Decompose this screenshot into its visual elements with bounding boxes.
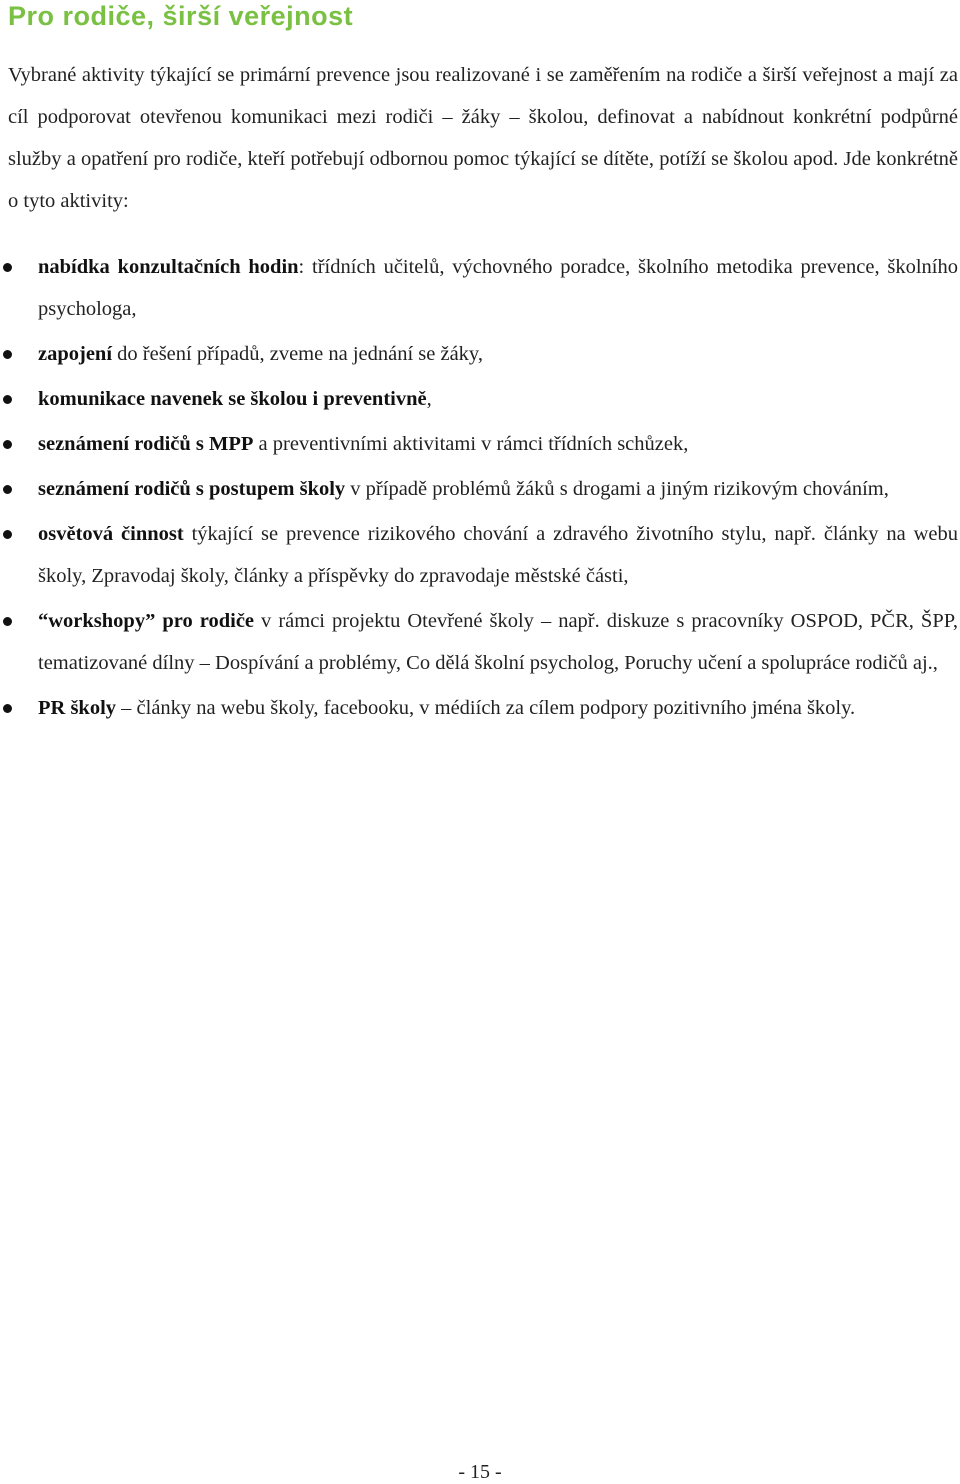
- item-bold-label: zapojení: [38, 343, 113, 365]
- list-item: [0, 378, 960, 420]
- activity-list: [0, 246, 960, 732]
- intro-paragraph: Vybrané aktivity týkající se primární prevence jsou realizované i se zaměřením na rodiče a širší veřejnost a mají za cíl podporovat otevřenou komunikaci mezi rodiči – žáky – školou, definovat a nabídnout konkrétní podpůrné služby a opatření pro rodiče, kteří potřebují odbornou pomoc týkající se dítěte, potíží se školou apod. Jde konkrétně o tyto aktivity:: [8, 64, 958, 212]
- list-item: [0, 423, 960, 465]
- bullet-icon: [3, 440, 12, 449]
- item-text: a preventivními aktivitami v rámci třídních schůzek,: [253, 433, 689, 455]
- bullet-icon: [3, 530, 12, 539]
- list-item: [0, 468, 960, 510]
- item-text: ,: [426, 388, 432, 410]
- page-number: - 15 -: [458, 1461, 502, 1483]
- item-text: do řešení případů, zveme na jednání se žáky,: [112, 343, 483, 365]
- item-text: v případě problémů žáků s drogami a jiným rizikovým chováním,: [345, 478, 889, 500]
- item-text: – články na webu školy, facebooku, v médiích za cílem podpory pozitivního jména školy.: [116, 697, 856, 719]
- item-bold-label: PR školy: [38, 697, 117, 719]
- item-bold-label: osvětová činnost: [38, 523, 184, 545]
- item-bold-label: seznámení rodičů s MPP: [38, 433, 254, 455]
- bullet-icon: [3, 617, 12, 626]
- item-text: týkající se prevence rizikového chování a zdravého životního stylu, např. články na webu školy, Zpravodaj školy, články a příspěvky do zpravodaje městské části,: [38, 523, 958, 587]
- item-bold-label: “workshopy” pro rodiče: [38, 610, 255, 632]
- item-bold-label: nabídka konzultačních hodin: [38, 256, 299, 278]
- list-item: [0, 333, 960, 375]
- bullet-icon: [3, 704, 12, 713]
- item-bold-label: komunikace navenek se školou i preventivně: [38, 388, 427, 410]
- item-text: : třídních učitelů, výchovného poradce, školního metodika prevence, školního psychologa,: [38, 256, 958, 320]
- list-item: [0, 600, 960, 684]
- bullet-icon: [3, 350, 12, 359]
- item-bold-label: seznámení rodičů s postupem školy: [38, 478, 346, 500]
- section-heading: Pro rodiče, širší veřejnost: [8, 1, 354, 31]
- bullet-icon: [3, 485, 12, 494]
- bullet-icon: [3, 263, 12, 272]
- list-item: [0, 687, 960, 729]
- item-text: v rámci projektu Otevřené školy – např. diskuze s pracovníky OSPOD, PČR, ŠPP, tematizované dílny – Dospívání a problémy, Co dělá školní psycholog, Poruchy učení a spolupráce rodičů aj.,: [38, 610, 958, 674]
- list-item: [0, 246, 960, 330]
- list-item: [0, 513, 960, 597]
- bullet-icon: [3, 395, 12, 404]
